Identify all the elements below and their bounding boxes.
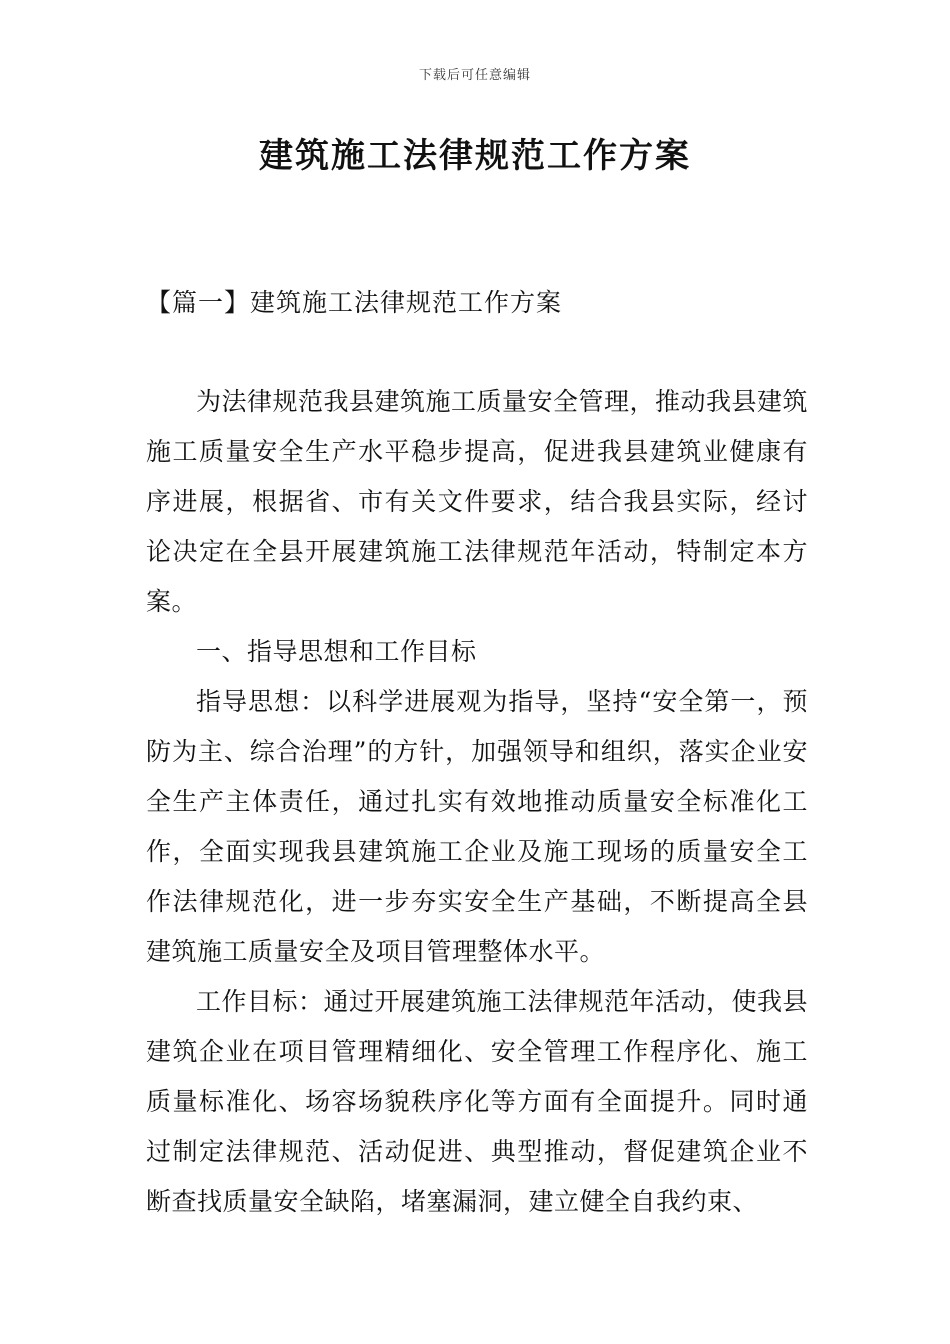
section-heading: 【篇一】建筑施工法律规范工作方案 xyxy=(146,288,563,317)
document-title: 建筑施工法律规范工作方案 xyxy=(259,136,691,176)
paragraph-intro: 为法律规范我县建筑施工质量安全管理，推动我县建筑施工质量安全生产水平稳步提高，促进我县建筑业健康有序进展，根据省、市有关文件要求，结合我县实际，经讨论决定在全县开展建筑施工法律规范年活动，特制定本方案。 xyxy=(146,387,809,616)
body-text xyxy=(146,377,808,1227)
header-note: 下载后可任意编辑 xyxy=(418,68,531,83)
paragraph-work-goals: 工作目标：通过开展建筑施工法律规范年活动，使我县建筑企业在项目管理精细化、安全管理工作程序化、施工质量标准化、场容场貌秩序化等方面有全面提升。同时通过制定法律规范、活动促进、典型推动，督促建筑企业不断查找质量安全缺陷，堵塞漏洞，建立健全自我约束、 xyxy=(146,987,809,1216)
paragraph-guiding-thought: 指导思想：以科学进展观为指导，坚持“安全第一，预防为主、综合治理”的方针，加强领导和组织，落实企业安全生产主体责任，通过扎实有效地推动质量安全标准化工作，全面实现我县建筑施工企业及施工现场的质量安全工作法律规范化，进一步夯实安全生产基础，不断提高全县建筑施工质量安全及项目管理整体水平。 xyxy=(146,687,808,966)
paragraph-section-one-heading: 一、指导思想和工作目标 xyxy=(196,637,477,666)
